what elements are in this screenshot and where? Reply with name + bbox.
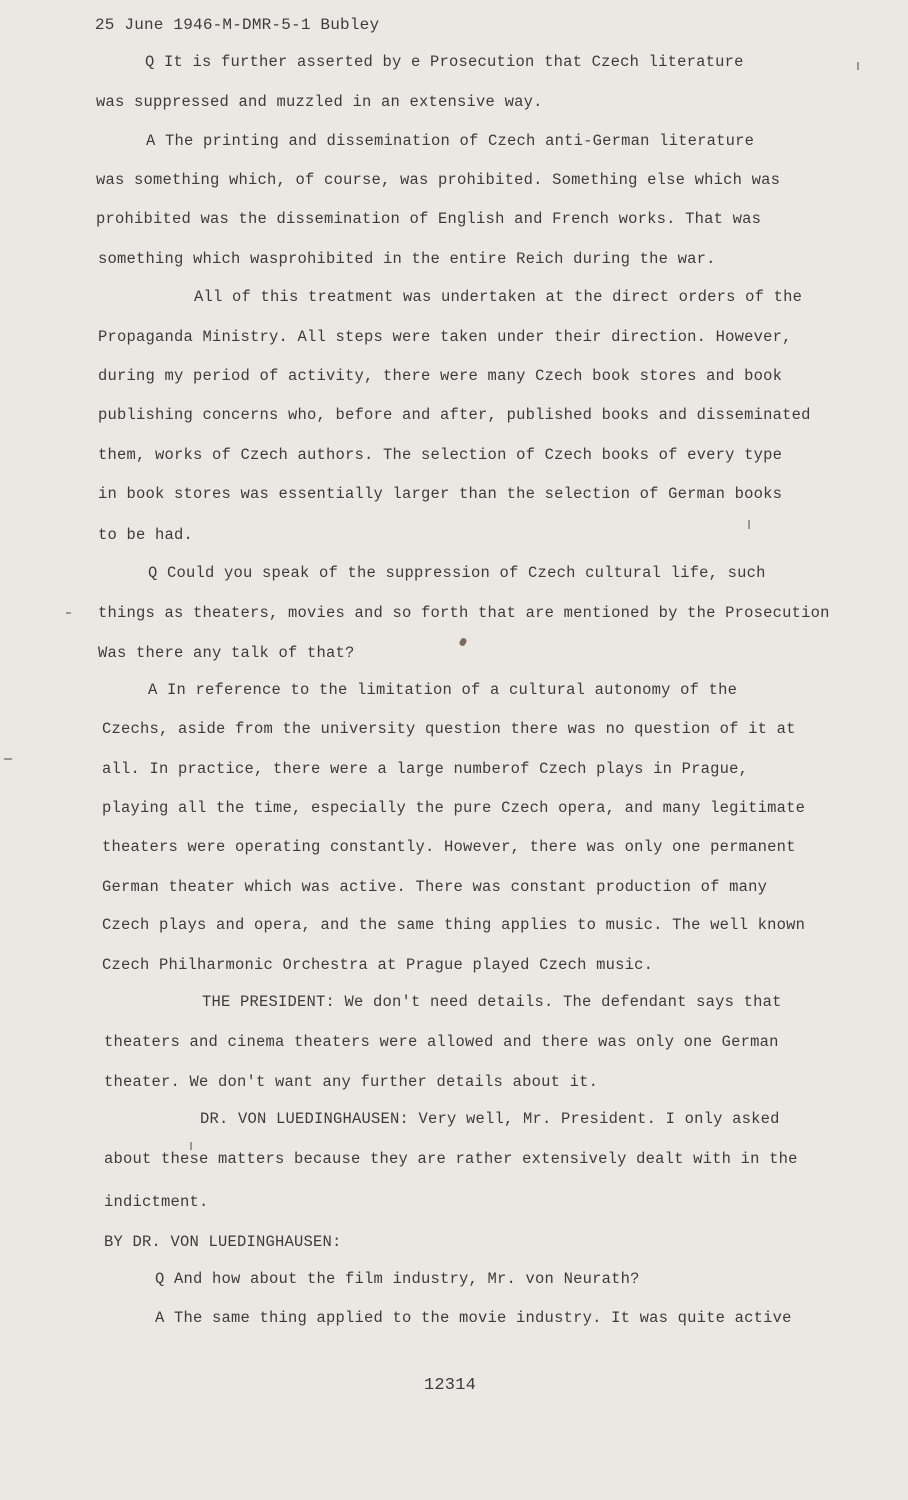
text-line: playing all the time, especially the pure Czech opera, and many legitimate <box>102 799 806 817</box>
margin-mark <box>748 520 750 529</box>
text-line: Q Could you speak of the suppression of Czech cultural life, such <box>148 564 766 582</box>
text-line: was suppressed and muzzled in an extensive way. <box>96 93 543 111</box>
text-line: THE PRESIDENT: We don't need details. The defendant says that <box>202 993 782 1011</box>
text-line: Q It is further asserted by e Prosecution that Czech literature <box>145 53 744 71</box>
text-line: A The same thing applied to the movie industry. It was quite active <box>155 1309 792 1327</box>
text-line: BY DR. VON LUEDINGHAUSEN: <box>104 1233 342 1251</box>
text-line: in book stores was essentially larger than the selection of German books <box>98 485 783 503</box>
text-line: was something which, of course, was prohibited. Something else which was <box>96 171 781 189</box>
text-line: theaters were operating constantly. However, there was only one permanent <box>102 838 796 856</box>
text-line: Propaganda Ministry. All steps were taken under their direction. However, <box>98 328 792 346</box>
text-line: prohibited was the dissemination of English and French works. That was <box>96 210 762 228</box>
text-line: about these matters because they are rather extensively dealt with in the <box>104 1150 798 1168</box>
text-line: indictment. <box>104 1193 209 1211</box>
text-line: All of this treatment was undertaken at the direct orders of the <box>194 288 803 306</box>
text-line: theater. We don't want any further details about it. <box>104 1073 599 1091</box>
text-line: during my period of activity, there were many Czech book stores and book <box>98 367 783 385</box>
text-line: publishing concerns who, before and after, published books and disseminated <box>98 406 811 424</box>
text-line: German theater which was active. There was constant production of many <box>102 878 768 896</box>
text-line: something which wasprohibited in the entire Reich during the war. <box>98 250 716 268</box>
margin-mark <box>190 1142 192 1150</box>
page-header: 25 June 1946-M-DMR-5-1 Bubley <box>95 16 380 34</box>
text-line: Czechs, aside from the university question there was no question of it at <box>102 720 796 738</box>
text-line: things as theaters, movies and so forth that are mentioned by the Prosecution <box>98 604 830 622</box>
text-line: them, works of Czech authors. The selection of Czech books of every type <box>98 446 783 464</box>
text-line: all. In practice, there were a large numberof Czech plays in Prague, <box>102 760 749 778</box>
ink-spot <box>458 637 467 647</box>
text-line: A In reference to the limitation of a cultural autonomy of the <box>148 681 738 699</box>
text-line: Czech plays and opera, and the same thing applies to music. The well known <box>102 916 806 934</box>
text-line: to be had. <box>98 526 194 544</box>
text-line: Q And how about the film industry, Mr. von Neurath? <box>155 1270 640 1288</box>
text-line: Was there any talk of that? <box>98 644 355 662</box>
text-line: A The printing and dissemination of Czech anti-German literature <box>146 132 755 150</box>
text-line: theaters and cinema theaters were allowed and there was only one German <box>104 1033 779 1051</box>
text-line: DR. VON LUEDINGHAUSEN: Very well, Mr. President. I only asked <box>200 1110 780 1128</box>
page-number: 12314 <box>424 1376 477 1395</box>
margin-mark <box>66 612 71 614</box>
margin-mark <box>857 62 859 70</box>
text-line: Czech Philharmonic Orchestra at Prague played Czech music. <box>102 956 654 974</box>
margin-mark <box>4 758 12 760</box>
